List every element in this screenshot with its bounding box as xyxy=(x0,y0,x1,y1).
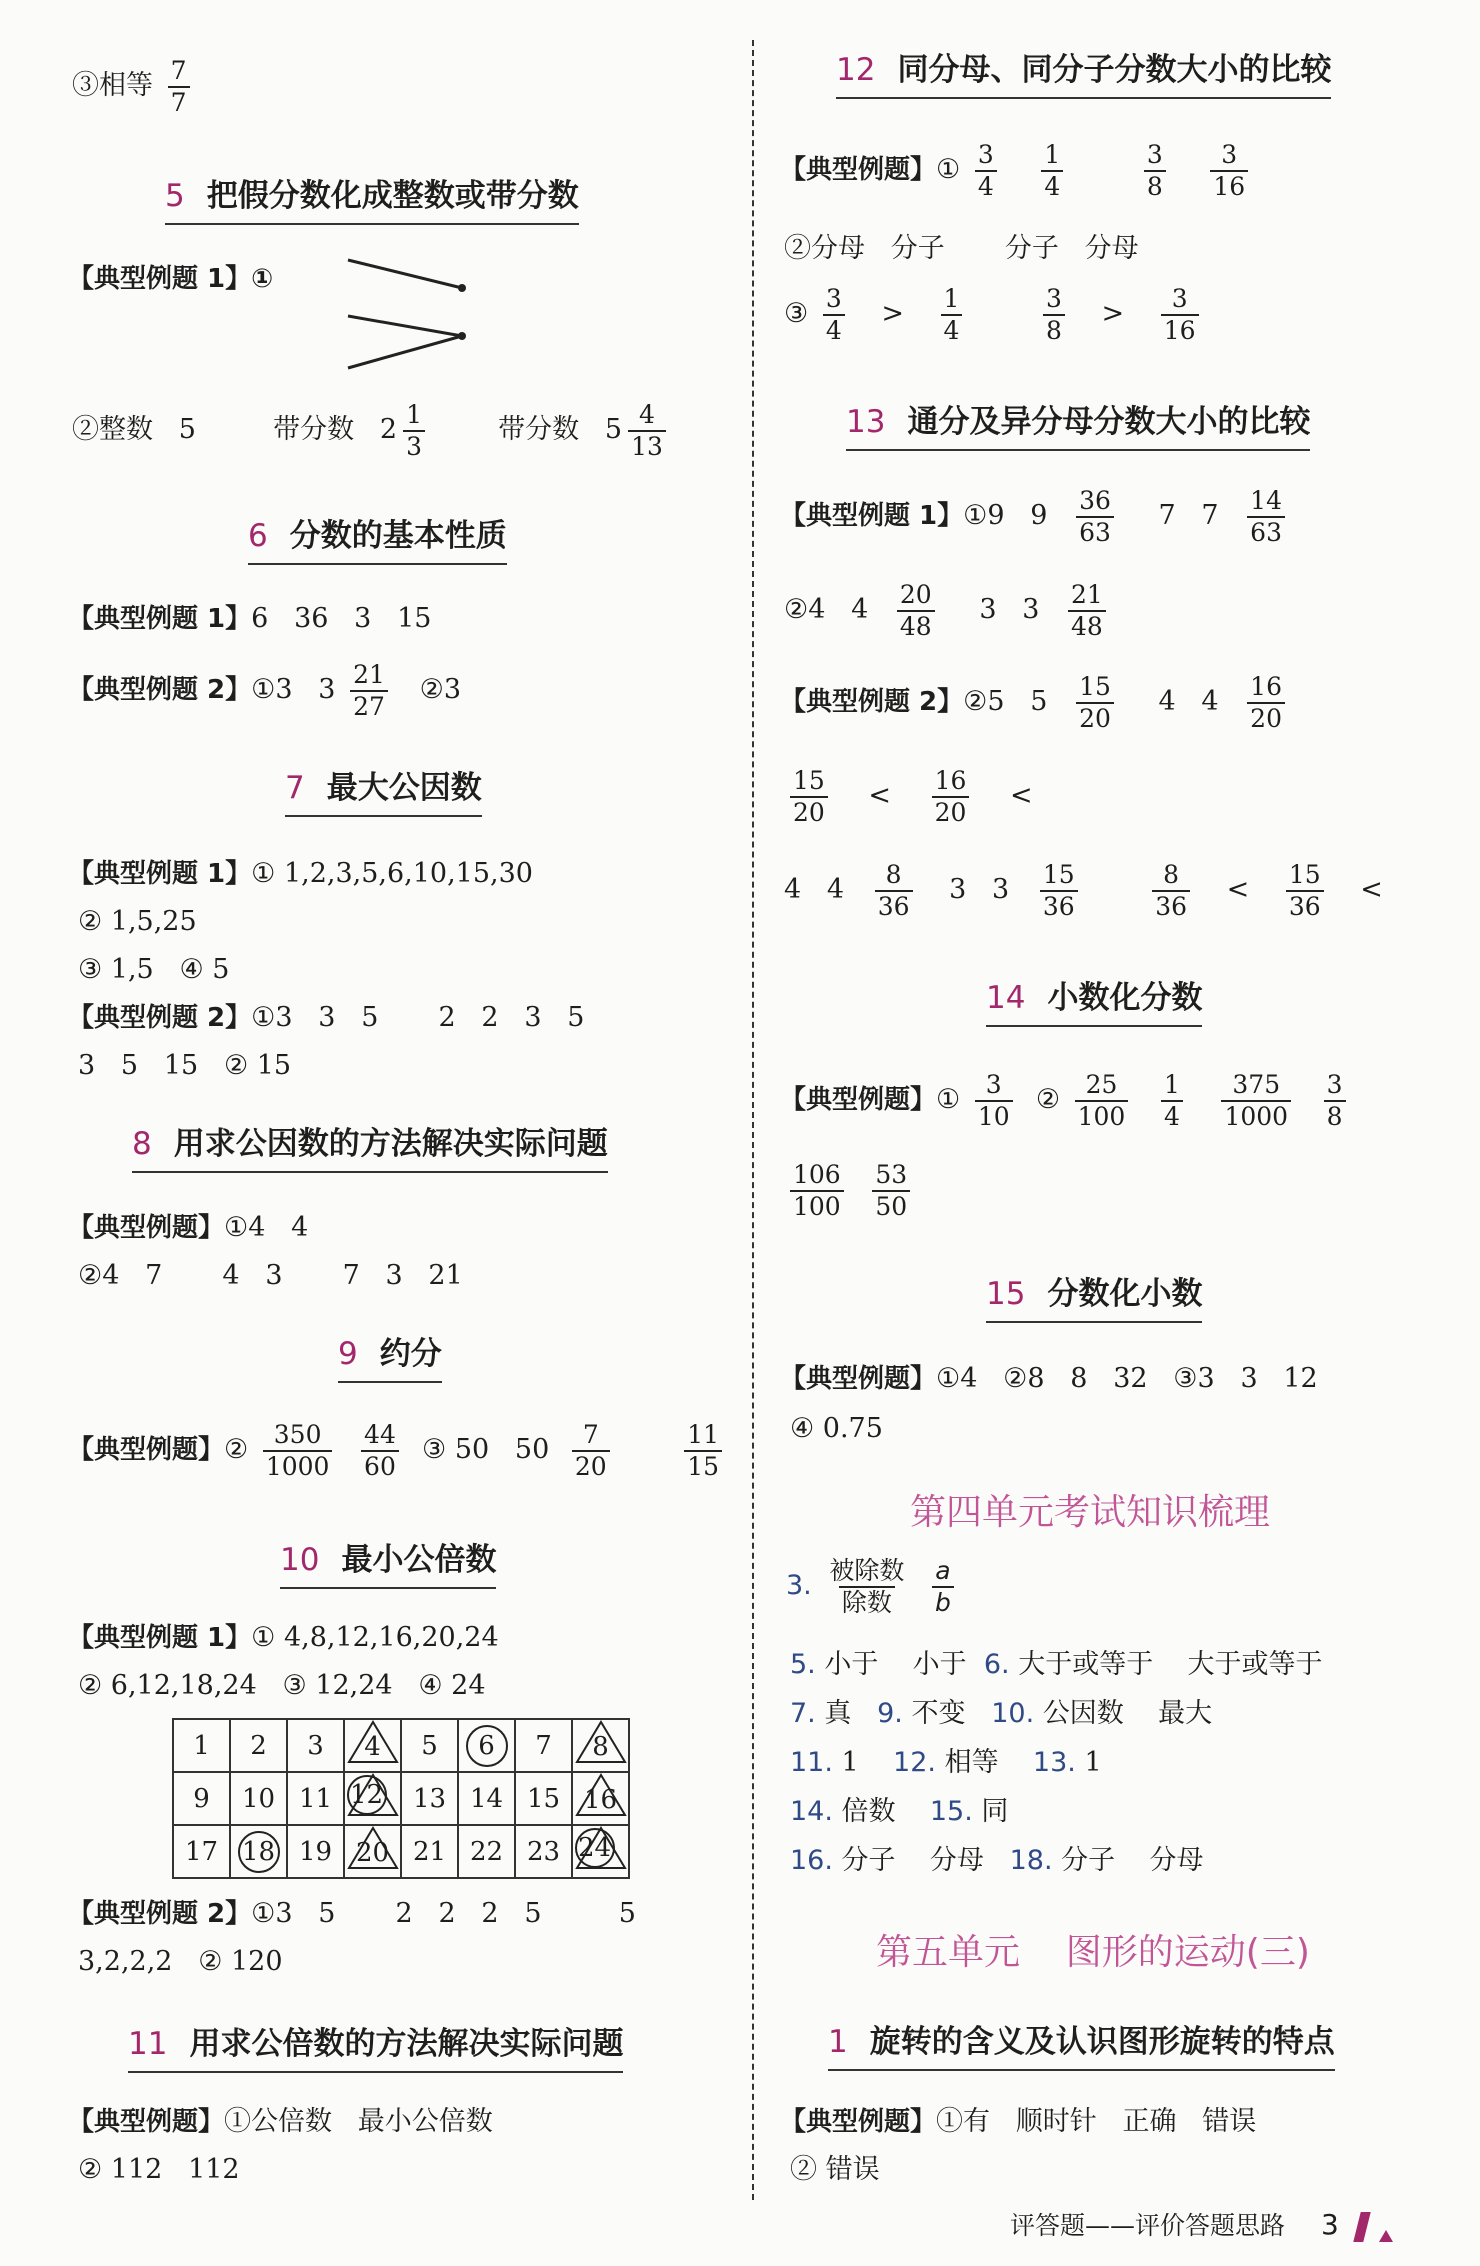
sec14-line-2: $\frac{106}{100}$ $\frac{53}{50}$ xyxy=(784,1160,916,1221)
question-number: 18. xyxy=(1009,1845,1053,1876)
section-7-title: 7 最大公因数 xyxy=(285,762,482,817)
answer-text: 不变 xyxy=(902,1698,992,1729)
sec6-example-1: 【典型例题 1】6 36 3 15 xyxy=(68,603,432,634)
grid-row xyxy=(173,1825,629,1878)
triangle-mark: 16 xyxy=(575,1773,627,1817)
question-number: 13. xyxy=(1032,1747,1076,1778)
grid-cell xyxy=(458,1719,515,1772)
answer-text: 公因数 最大 xyxy=(1034,1698,1213,1729)
sec12-example: 【典型例题】① $\frac{3}{4}$ $\frac{1}{4}$ $\frac{3}{8}$ $\frac{3}{16}$ xyxy=(780,140,1254,201)
answer-text: 相等 xyxy=(936,1747,1033,1778)
section-8-title: 8 用求公因数的方法解决实际问题 xyxy=(132,1118,608,1173)
question-number: 16. xyxy=(790,1845,833,1876)
grid-cell: 10 xyxy=(230,1772,287,1825)
fraction: $\frac{7}{7}$ xyxy=(168,56,190,117)
circle-mark: 18 xyxy=(238,1831,280,1873)
question-number: 15. xyxy=(929,1796,973,1827)
answer-text: 分子 分母 xyxy=(832,1845,1010,1876)
answer-text: 同 xyxy=(972,1796,1009,1827)
triangle-icon xyxy=(1379,2230,1393,2242)
question-number: 5. xyxy=(790,1649,816,1680)
unit5-section-1-title: 1 旋转的含义及认识图形旋转的特点 xyxy=(828,2016,1335,2071)
sec15-example: 【典型例题】①4 ②8 8 32 ③3 3 12 ④ 0.75 xyxy=(780,1363,1318,1444)
grid-cell: 11 xyxy=(287,1772,344,1825)
question-number: 14. xyxy=(790,1796,833,1827)
grid-cell: 5 xyxy=(401,1719,458,1772)
unit4-answer-line xyxy=(790,1738,1323,1787)
question-number: 11. xyxy=(790,1747,833,1778)
grid-cell: 1 xyxy=(173,1719,230,1772)
question-number: 10. xyxy=(991,1698,1035,1729)
sec10-example-2: 【典型例题 2】①3 5 2 2 2 5 5 3,2,2,2 ② 120 xyxy=(68,1898,636,1977)
triangle-mark: 20 xyxy=(347,1826,399,1870)
sec5-example-1-part2: ②整数 5 带分数 2 $\frac{1}{3}$ 带分数 5 $\frac{4}{13}$ xyxy=(72,400,672,461)
answer-text: 倍数 xyxy=(832,1796,930,1827)
grid-row xyxy=(173,1719,629,1772)
sec13-example-2-row-2: $\frac{15}{20}$ < $\frac{16}{20}$ < xyxy=(784,766,1033,827)
grid-cell: 17 xyxy=(173,1825,230,1878)
grid-cell: 21 xyxy=(401,1825,458,1878)
section-6-title: 6 分数的基本性质 xyxy=(248,510,507,565)
grid-cell xyxy=(344,1719,401,1772)
grid-cell: 3 xyxy=(287,1719,344,1772)
unit4-answer-line xyxy=(790,1640,1323,1689)
grid-cell: 14 xyxy=(458,1772,515,1825)
unit5-example: 【典型例题】①有 顺时针 正确 错误 ② 错误 xyxy=(780,2106,1257,2185)
sec12-line-2: ②分母 分子 分子 分母 xyxy=(784,233,1139,264)
sec9-example: 【典型例题】② $\frac{350}{1000}$ $\frac{44}{60}$ ③ 50 50 $\frac{7}{20}$ $\frac{11}{15}$ xyxy=(68,1420,728,1481)
sec10-example-1: 【典型例题 1】① 4,8,12,16,20,24 ② 6,12,18,24 ③ 12,24 ④ 24 xyxy=(68,1622,499,1701)
grid-cell: 9 xyxy=(173,1772,230,1825)
page-marker-icon xyxy=(1353,2212,1370,2242)
triangle-circle-mark xyxy=(347,1773,399,1817)
matching-lines-diagram xyxy=(330,250,480,380)
triangle-mark: 8 xyxy=(575,1720,627,1764)
section-11-title: 11 用求公倍数的方法解决实际问题 xyxy=(128,2018,623,2073)
grid-row xyxy=(173,1772,629,1825)
unit4-answer-line xyxy=(790,1787,1323,1836)
triangle-mark: 4 xyxy=(347,1720,399,1764)
section-12-title: 12 同分母、同分子分数大小的比较 xyxy=(836,44,1331,99)
unit4-answer-line xyxy=(790,1836,1323,1885)
unit4-answer-3: 3. $\frac{\text{被除数}}{\text{除数}}$ $\frac{a}{b}$ xyxy=(786,1556,960,1617)
answer-text: 分子 分母 xyxy=(1052,1845,1204,1876)
sec13-example-1-row-1: 【典型例题 1】①9 9 $\frac{36}{63}$ 7 7 $\frac{14}{63}$ xyxy=(780,486,1291,547)
grid-cell xyxy=(572,1825,629,1878)
circle-mark: 12 xyxy=(347,1775,387,1815)
sec6-example-2: 【典型例题 2】①3 3 $\frac{21}{27}$ ②3 xyxy=(68,660,462,721)
answer-text: 1 xyxy=(1075,1747,1102,1778)
circle-mark: 24 xyxy=(575,1828,615,1868)
section-13-title: 13 通分及异分母分数大小的比较 xyxy=(846,396,1310,451)
section-10-title: 10 最小公倍数 xyxy=(280,1534,496,1589)
grid-cell: 2 xyxy=(230,1719,287,1772)
unit4-answer-lines xyxy=(790,1640,1323,1885)
section-9-title: 9 约分 xyxy=(338,1328,442,1383)
grid-cell: 23 xyxy=(515,1825,572,1878)
sec4-answer-3: ③相等 $\frac{7}{7}$ xyxy=(72,56,196,117)
grid-cell xyxy=(572,1772,629,1825)
grid-cell xyxy=(572,1719,629,1772)
unit4-answer-line xyxy=(790,1689,1323,1738)
triangle-circle-mark xyxy=(575,1826,627,1870)
answer-text: 1 xyxy=(832,1747,894,1778)
sec13-example-1-row-2: ②4 4 $\frac{20}{48}$ 3 3 $\frac{21}{48}$ xyxy=(784,580,1112,641)
number-grid-table xyxy=(172,1718,630,1879)
sec13-example-2-row-1: 【典型例题 2】②5 5 $\frac{15}{20}$ 4 4 $\frac{16}{20}$ xyxy=(780,672,1291,733)
sec12-line-3: ③ $\frac{3}{4}$ > $\frac{1}{4}$ $\frac{3}{8}$ > $\frac{3}{16}$ xyxy=(784,284,1205,345)
section-14-title: 14 小数化分数 xyxy=(986,972,1202,1027)
grid-cell: 19 xyxy=(287,1825,344,1878)
sec13-example-2-row-3: 4 4 $\frac{8}{36}$ 3 3 $\frac{15}{36}$ $\frac{8}{36}$ < $\frac{15}{36}$ < xyxy=(784,860,1383,921)
grid-cell xyxy=(230,1825,287,1878)
answer-text: 真 xyxy=(815,1698,878,1729)
sec7-example-1: 【典型例题 1】① 1,2,3,5,6,10,15,30 ② 1,5,25 ③ 1,5 ④ 5 【典型例题 2】①3 3 5 2 2 3 5 3 5 15 ② 15 xyxy=(68,858,585,1081)
sec14-example: 【典型例题】① $\frac{3}{10}$ ② $\frac{25}{100}$ $\frac{1}{4}$ $\frac{375}{1000}$ $\frac{3}{8}$ xyxy=(780,1070,1352,1131)
unit-5-title: 第五单元 图形的运动(三) xyxy=(876,1932,1310,1973)
circle-mark: 6 xyxy=(466,1725,508,1767)
page-number: 3 xyxy=(1320,2208,1339,2241)
sec11-example: 【典型例题】①公倍数 最小公倍数 ② 112 112 xyxy=(68,2106,493,2185)
question-number: 12. xyxy=(893,1747,936,1778)
column-divider xyxy=(752,40,754,2200)
grid-cell: 22 xyxy=(458,1825,515,1878)
grid-cell xyxy=(344,1772,401,1825)
section-15-title: 15 分数化小数 xyxy=(986,1268,1202,1323)
question-number: 7. xyxy=(790,1698,816,1729)
answer-text: 大于或等于 大于或等于 xyxy=(1009,1649,1323,1680)
grid-cell xyxy=(344,1825,401,1878)
grid-cell: 13 xyxy=(401,1772,458,1825)
section-5-title: 5 把假分数化成整数或带分数 xyxy=(165,170,579,225)
grid-cell: 15 xyxy=(515,1772,572,1825)
sec5-example-1: 【典型例题 1】① xyxy=(68,264,274,294)
sec8-example: 【典型例题】①4 4 ②4 7 4 3 7 3 21 xyxy=(68,1212,463,1291)
page-footer: 评答题——评价答题思路 3 xyxy=(1010,2206,1393,2242)
question-number: 6. xyxy=(983,1649,1010,1680)
unit-4-title: 第四单元考试知识梳理 xyxy=(910,1492,1271,1533)
answer-text: 小于 小于 xyxy=(815,1649,984,1680)
question-number: 9. xyxy=(877,1698,903,1729)
grid-cell: 7 xyxy=(515,1719,572,1772)
